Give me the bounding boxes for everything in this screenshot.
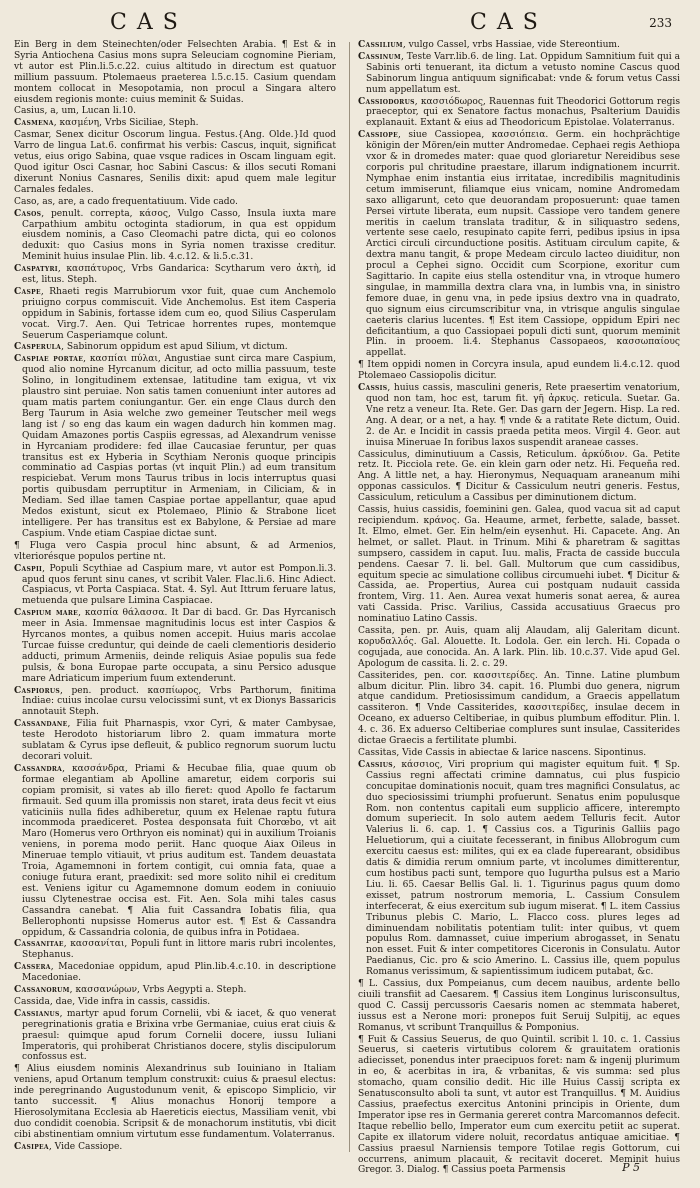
- dictionary-entry: [14, 130, 336, 195]
- entry-text: , κασπία θάλασσα. It Dar di bacd. Gr. Das Hyrcanisch meer in Asia. Immensae magnitudinis locus est inter Caspios & Hyrcanos montes, a quibus nomen accepit. Huius maris accolae Turcae fuisse creduntur, qui deinde de caeli clementioris desiderio adducti, primum Armeniis, deinde reliquis Asiae populis sua fede pulsis, & bona Europae parte occupata, a sinu Persico adusque mare Adriaticum imperium fuum extenderunt.: [22, 608, 336, 684]
- entry-lemma: Caspium mare: [14, 607, 79, 619]
- dictionary-entry: [14, 287, 336, 342]
- dictionary-entry: [14, 354, 336, 539]
- entry-text: , Vide Cassiope.: [48, 1141, 123, 1152]
- entry-text: , penult. correpta, κάσος, Vulgo Casso, Insula iuxta mare Carpathium ambitu octoginta stadiorum, in qua est oppidum eiusdem nominis, a Caso Cleomachi patre dicta, qui eo colonos deduxit: quo Casius mons in Syria nomen traxisse creditur. Meminit huius insulae Plin. lib. 4.c.12. & li.5.c.31.: [22, 208, 336, 263]
- entry-lemma: Cassiope: [358, 129, 398, 141]
- entry-lemma: Cassis: [358, 382, 388, 394]
- entry-lemma: Caspatyri: [14, 263, 58, 275]
- dictionary-entry: [14, 564, 336, 608]
- entry-lemma: Casipea: [14, 1140, 49, 1152]
- entry-text: Ein Berg in dem Steinechten/oder Felsechten Arabia. ¶ Est & in Syria Antiochena Casius mons supra Seleuciam cognomine Pieriam, vt autor est Plin.li.5.c.22. cuius altitudo in directum est quatuor millium passuum. Ptolemaeus praeterea l.5.c.15. Casium quendam montem collocat in Mesopotamia, non procul a Singara altero eiusdem regionis monte: cuius meminit & Suidas.: [14, 40, 336, 105]
- dictionary-entry: [358, 748, 680, 759]
- header-left-keyword: CAS: [110, 10, 188, 35]
- entry-lemma: Caspe: [14, 285, 41, 297]
- dictionary-entry: [358, 383, 680, 448]
- entry-text: , κασσανίται, Populi funt in littore maris rubri incolentes, Stephanus.: [22, 939, 336, 961]
- entry-text: , κάσσιος, Viri proprium qui magister equitum fuit. ¶ Sp. Cassius regni affectati crimine damnatus, cui plus fuspicio concupitae dominationis nocuit, quam tres magnifici Consulatus, ac duo speciosissimi triumphi profuerunt. Senatus enim populusque Rom. non contentus capitali eum supplicio afficere, interempto domum superiecit. In solo autem aedem Telluris fecit. Autor Valerius li. 6. cap. 1. ¶ Cassius cos. a Tigurinis Galliis pago Heluetiorum, qui a ciuitate fecesserant, in finibus Allobrogum cum exercitu caesus est: milites, qui ex ea clade fuperearant, obsidibus datis & dimidia rerum omnium parte, vt incolumes dimitterentur, cum hostibus pacti sunt, tempore quo Iugurtha pulsus est a Mario Liu. li. 65. Caesar Bellis Gal. li. 1. Tigurinus pagus quum domo exisset, patrum nostrorum memoria, L. Cassium Consulem interfecerat, & eius exercitum sub iugum miserat. ¶ L. item Cassius Tribunus plebis C. Mario, L. Flacco coss. plures leges ad diminuendam nobilitatis potentiam tulit: inter quibus, vt quem populus Rom. damnasset, cuiue imperium abrogasset, in Senatu non esset. Fuit & inter competitores Ciceronis in Consulatu. Autor Paedianus, Cic. pro & scio Amerino. L. Cassius ille, quem populus Romanus verissimum, & sapientissimum iudicem putabat, &c.: [366, 759, 680, 978]
- entry-lemma: Cassandane: [14, 718, 68, 730]
- entry-text: Cassiculus, diminutiuum a Cassis, Reticulum. ἀρκύδιον. Ga. Petite retz. It. Picciola rete. Ge. ein klein garn oder netz. Hi. Fequeña red. Ang. A little net, a hay. Hieronymus, Nequaquam araneanum mihi opponas cassiculos. ¶ Dicitur & Cassiculum neutri generis. Festus, Cassiculum, reticulum a Cassibus per diminutionem dictum.: [358, 449, 680, 504]
- dictionary-entry: [358, 52, 680, 96]
- dictionary-entry: [14, 1009, 336, 1064]
- entry-text: ¶ Item oppidi nomen in Corcyra insula, apud eundem li.4.c.12. quod Ptolemaeo Cassiopolis dicitur.: [358, 360, 680, 382]
- entry-text: ¶ Fluga vero Caspia procul hinc absunt, & ad Armenios, vlteriorésque populos pertine nt.: [14, 540, 336, 562]
- entry-lemma: Caspii: [14, 562, 43, 574]
- dictionary-entry: [14, 608, 336, 684]
- entry-text: , Rhaeti regis Marrubiorum vxor fuit, quae cum Anchemolo priuigno corpus commiscuit. Vide Anchemolus. Est item Casperia oppidum in Sabinis, fortasse idem cum eo, quod Silius Casperulam vocat. Virg.7. Aen. Qui Tetricae horrentes rupes, montemque Seuerum Casperiamque colunt.: [22, 286, 336, 341]
- entry-text: , Sabinorum oppidum est apud Silium, vt dictum.: [61, 342, 288, 353]
- entry-text: ¶ Fuit & Cassius Seuerus, de quo Quintil. scribit l. 10. c. 1. Cassius Seuerus, si caeteris virtutibus colorem & grauitatem orationis adiecisset, ponendus inter praecipuos foret: nam & ingenij plurimum in eo, & acerbitas in ira, & vrbanitas, & vis summa: sed plus stomacho, quam consilio dedit. Hic ille Huius Cassij scripta ex Senatusconsulto aboli ta sunt, vt autor est Tranquillus. ¶ M. Auidius Cassius, praefectus exercitus Antonini principis in Oriente, dum Imperator ipse res in Germania gereret contra Marcomannos defecit. Itaque rebellio bello, Imperator eum cum exercitu petiit ac superat. Capite ex illatorum videre noluit, recordatus antiquae amicitiae. ¶ Cassius praesul Narniensis tempore Totilae regis Gottorum, cui occurrens, animum placauit, & recitavit doceret. Meminit huius Gregor. 3. Dialog. ¶ Cassius poeta Parmensis: [358, 1034, 680, 1176]
- entry-text: , κασπίαι πύλαι, Angustiae sunt circa mare Caspium, quod alio nomine Hyrcanum dicitur, ad octo millia passuum, teste Solino, in longitudinem extensae, latitudine tam exigua, vt vix plaustro sint peruiae. Non satis tamen conueniunt inter autores ad quam matis partem coniungantur. Ger. ein enge Claus durch den Berg Taurum in Asia welche zwo gemeiner Teutscher meil wegs lang ist / so eng das kaum ein wagen dadurch hin kommen mag. Quidam Amazones portis Caspiis egressas, ad Alexandrum venisse in Hyrcaniam prodidere: fed illae Caucasiae feruntur, per quas transitus est ex Hyberia in Scythiam Neronis quoque principis comminatio ad Caspias portas (vt inquit Plin.) ad eum transitum respiciebat. Verum mons Taurus tribus in locis interruptus quasi portis quibusdam perruptitur in Armeniam, in Ciliciam, & in Mediam. Sed illae tamen Caspiae portae appellantur, quae apud Medos existunt, sicut ex Ptolemaeo, Plinio & Strabone licet intelligere. Per has transitus est ex Babylone, & Persiae ad mare Caspium. Vnde etiam Caspiae dictae sunt.: [22, 354, 336, 539]
- entry-lemma: Cassera: [14, 961, 51, 973]
- entry-text: , κασπάτυρος, Vrbs Gandarica: Scytharum vero ἀκτὴ, id est, litus. Steph.: [22, 264, 336, 286]
- dictionary-entry: [358, 505, 680, 625]
- entry-text: , vulgo Cassel, vrbs Hassiae, vide Stereontium.: [402, 40, 620, 50]
- signature-mark: P 5: [622, 1161, 640, 1174]
- dictionary-entry: [14, 985, 336, 996]
- dictionary-entry: [14, 962, 336, 984]
- running-header: [0, 10, 700, 40]
- dictionary-entry: [358, 979, 680, 1034]
- entry-text: , Filia fuit Pharnaspis, vxor Cyri, & mater Cambysae, teste Herodoto historiarum libro 2. quam immatura morte sublatam & Cyrus ipse defleuit, & publico regnorum suorum luctu decorari voluit.: [22, 719, 336, 762]
- entry-text: Cassitas, Vide Cassis in abiectae & larice nascens. Sipontinus.: [358, 748, 647, 758]
- entry-text: , siue Cassiopea, κασσιόπεια. Germ. ein hochprächtige königin der Mören/ein mutter Andromedae. Cephaei regis Aethiopa vxor & in dromedes mater: quae quod gloriaretur Nereidibus sese corporis pul chritudine praestare, illarum indignationem incurrit. Nymphae enim instantia eius irritatae, incredibilis magnitudinis cetum immiserunt, filiamque eius vnicam, nomine Andromedam saxo alligarunt, ceto que deuorandam proposuerunt: quae tamen Persei virtute liberata, eum nupsit. Cassiope vero tandem genere meritis in caelum translata traditur, & in siliquastro sedens, vertente sese caelo, resupinato capite ferri, pedibus ipsius in ipsa Arctici circuli circunductione positis. Astituam circulum capite, & dextra manu tangit, & prope Medeam circulo lacteo diuiditur, non procul a Cephei signo. Occidit cum Scorpione, exoritur cum Sagittario. In capite eius stella ostenditur vna, in vtroque humero singulae, in mammilla dextra clara vna, in lumbis vna, in sinistro femore duae, in genu vna, in pede ipsius dextro vna in quadrato, quo signum eius circumscribitur vna, in vtrisque angulis singulae caeteris clarius lucentes. ¶ Est item Cassiope, oppidum Epiri nec deficitantium, a quo Cassiopaei populi dicti sunt, quorum meminit Plin. in prooem. li.4. Stephanus Cassopaeos, κασσωπαίους appellat.: [366, 130, 680, 359]
- entry-lemma: Cassiodorus: [358, 95, 415, 107]
- entry-lemma: Cassius: [358, 758, 393, 770]
- entry-text: Casius, a, um, Lucan li.10.: [14, 106, 137, 117]
- dictionary-entry: [14, 541, 336, 563]
- entry-lemma: Cassandra: [14, 762, 63, 774]
- entry-lemma: Cassianus: [14, 1007, 60, 1019]
- entry-lemma: Casmena: [14, 117, 54, 129]
- page-number: 233: [649, 16, 672, 30]
- dictionary-entry: [358, 450, 680, 505]
- entry-lemma: Caspiorus: [14, 684, 61, 696]
- entry-lemma: Cassinum: [358, 50, 401, 62]
- dictionary-entry: [14, 1142, 336, 1153]
- dictionary-entry: [14, 719, 336, 763]
- entry-text: , κασσανώρων, Vrbs Aegypti a. Steph.: [69, 985, 247, 996]
- entry-text: Cassida, dae, Vide infra in cassis, cassidis.: [14, 996, 211, 1007]
- entry-text: Cassiterides, pen. cor. κασσιτερίδες. An. Tinne. Latine plumbum album dicitur. Plin. libro 34. capit. 16. Plumbi duo genera, nigrum atque candidum. Pretiosissimum candidum, a Graecis appellatum cassiteron. ¶ Vnde Cassiterides, κασσιτερίδες, insulae decem in Oceano, ex aduerso Celtiberiae, in quibus plumbum effoditur. Plin. l. 4. c. 36. Ex aduerso Celtiberiae complures sunt insulae, Cassiterides dictae Graecis a fertilitate plumbi.: [358, 670, 680, 747]
- dictionary-entry: [358, 360, 680, 382]
- dictionary-entry: [14, 764, 336, 939]
- dictionary-entry: [358, 671, 680, 747]
- entry-lemma: Casos: [14, 207, 42, 219]
- entry-lemma: Caspiae portae: [14, 353, 84, 365]
- dictionary-entry: [14, 1064, 336, 1140]
- entry-lemma: Cassilium: [358, 39, 403, 50]
- dictionary-entry: [358, 130, 680, 359]
- dictionary-entry: [14, 686, 336, 719]
- entry-text: , martyr apud forum Cornelii, vbi & iacet, & quo venerat peregrinationis gratia e Brixina vrbe Germaniae, cuius erat ciuis & praesul: quimque apud forum Cornelii docere, iussu Iuliani Imperatoris, qui prohiberat Christianos docere, stylis discipulorum confossus est.: [22, 1008, 336, 1063]
- dictionary-entry: [358, 97, 680, 130]
- left-column: [14, 40, 336, 1158]
- dictionary-entry: [358, 40, 680, 51]
- entry-text: , Macedoniae oppidum, apud Plin.lib.4.c.10. in descriptione Macedoniae.: [22, 962, 336, 984]
- dictionary-entry: [358, 626, 680, 670]
- entry-text: ¶ L. Cassius, dux Pompeianus, cum decem nauibus, ardente bello ciuili transfiit ad Caesarem. ¶ Cassius item Longinus lurisconsultus, quod C. Cassij percussoris Caesaris nomen ac stemmata haberet, iussus est a Nerone mori: pronepos fuit Seruij Sulpitij, ac eques Romanus, vt scribunt Tranquillus & Pomponius.: [358, 979, 680, 1033]
- entry-text: , huius cassis, masculini generis, Rete praesertim venatorium, quod non tam, hoc est, tarum fit. γῆ ἀρκυς. reticula. Suetar. Ga. Vne retz a veneur. Ita. Rete. Ger. Das garn der Jegern. Hisp. La red. Ang. A dear, or a net, a hay. ¶ vnde & a ratitate Rete dictum, Ouid. 2. de Ar. e Incidit in cassis praeda petita meos. Virgil 4. Geor. aut inuisa Mineruae In foribus laxos suspendit araneae casses.: [366, 383, 680, 448]
- entry-lemma: Cassanorum: [14, 984, 70, 996]
- dictionary-entry: [14, 264, 336, 286]
- dictionary-entry: [358, 760, 680, 978]
- dictionary-entry: [358, 1035, 680, 1177]
- dictionary-entry: [14, 40, 336, 105]
- dictionary-entry: [14, 997, 336, 1008]
- column-divider: [349, 42, 350, 1152]
- header-right-keyword: CAS: [470, 10, 548, 35]
- entry-text: , Teste Varr.lib.6. de ling. Lat. Oppidum Samnitium fuit qui a Sabinis orti tenuerant, ita dictum a vetusto nomine Cascus quod Sabinorum lingua antiquum significabat: vnde & forum vetus Cassi num appellatum est.: [366, 51, 680, 95]
- dictionary-entry: [14, 118, 336, 129]
- entry-text: Casmar, Senex dicitur Oscorum lingua. Festus.{Ang. Olde.}Id quod Varro de lingua Lat.6. confirmat his verbis: Cascus, inquit, significat vetus, eius origo Sabina, quae vsque radices in Oscam linguam egit. Quod igitur Osci Casnar, hoc Sabini Cascus: & illos secuti Romani dixerunt Nonius Casnares, Senilis dixit: apud quem male legitur Carnales fedales.: [14, 130, 336, 195]
- dictionary-entry: [14, 342, 336, 353]
- entry-text: Cassita, pen. pr. Auis, quam alij Alaudam, alij Galeritam dicunt. κορυδαλλός. Gal. Alouette. It. Lodola. Ger. ein lerch. Hi. Copada o cogujada, aue conocida. An. A lark. Plin. lib. 10.c.37. Vide apud Gel. Apologum de cassita. li. 2. c. 29.: [358, 626, 680, 669]
- entry-lemma: Casperula: [14, 341, 62, 353]
- dictionary-entry: [14, 209, 336, 264]
- entry-text: Cassis, huius cassidis, foeminini gen. Galea, quod vacua sit ad caput recipiendum. κράνος. Ga. Heaume, armet, ferbette, salade, basset. It. Elmo, elmet. Ger. Ein helm/ein eysenhut. Hi. Capacete. Ang. An helmet, or sallet. Plaut. in Trinum. Mihi & pharetram & sagittas sumpsero, cassidem in caput. Iuu. malis, Fracta de casside buccula pendens. Caesar 7. li. bel. Gall. Multorum que cum cassidibus, equitum specie ac simulatione collibus circumuehi iubet. ¶ Dicitur & Cassida, ae. Propertius, Aurea cui postquam nudauit cassida frontem, Virg. 11. Aen. Aurea vexat humeris sonat aerea, & aurea vati Cassida. Prisc. Varilius, Cassida accusatiuus Graecus pro nominatiuo Latino Cassis.: [358, 505, 680, 625]
- dictionary-entry: [14, 197, 336, 208]
- entry-text: Caso, as, are, a cado frequentatiuum. Vide cado.: [14, 196, 238, 207]
- entry-text: , κασσιόδωρος, Rauennas fuit Theodorici Gottorum regis praeceptor, qui ex Senatore factus monachus, Psalterium Dauidis explanauit. Extant & eius ad Theodoricum Epistolae. Volaterranus.: [366, 96, 680, 129]
- entry-text: , κασσάνδρα, Priami & Hecubae filia, quae quum ob formae elegantiam ab Apolline amaretur, eidem corporis sui copiam promisit, si vates ab illo fieret: quod Apollo fe factarum firmauit. Sed quum illa promissis non staret, irata deus fecit vt eius vaticiniis nulla fides adhiberetur, quum ex Helenae raptu futura incommoda praediceret. Postea desponsata fuit Chorœbo, vt ait Maro (Homerus vero Orthryon eis nominat) qui in auxilium Troianis veniens, in porema modo periit. Hanc quoque Aiax Oileus in Mineruae templo vitiauit, vt prius auditum est. Tandem deuastata Troia, Agamemnoni in fortem contigit, cui omnia fata, quae a coniuge futura erant, praedixit: sed more solito nihil ei creditum est. Veniens igitur cu Agamemnone domum eodem in coniuuio iussu Clytenestrae occisa est. Fit. Aen. Sola mihi tales casus Cassandra canebat. ¶ Alia fuit Cassandra Iobatis filia, qua Bellerophonti nupsisse Homerus autor est. ¶ Est & Cassandra oppidum, & Cassandria colonia, de quibus infra in Potidaea.: [22, 763, 336, 938]
- entry-text: , Populi Scythiae ad Caspium mare, vt autor est Pompon.li.3. apud quos ferunt sinu canes, vt scribit Valer. Flac.li.6. Hinc Adiect. Caspiacus, vt Porta Caspiaca. Stat. 4. Syl. Aut Ittrum feruare latus, metuenda que pulsare Limina Caspiacae.: [22, 563, 336, 607]
- entry-text: ¶ Alius eiusdem nominis Alexandrinus sub Iouiniano in Italiam veniens, apud Ortanum templum construxit: cuius & praesul electus: inde peregrinando Augustodunum venit, & episcopo Simplicio, vir tanto successit. ¶ Alius monachus Honorij tempore a Hierosolymitana Ecclesia ab Haereticis eiectus, Massiliam venit, vbi duo condidit coenobia. Scripsit & de monachorum institutis, vbi dicit cibi abstinentiam omnium virtutum esse fundamentum. Volaterranus.: [14, 1064, 336, 1140]
- dictionary-entry: [14, 106, 336, 117]
- entry-lemma: Cassanitae: [14, 938, 64, 950]
- dictionary-entry: [14, 939, 336, 961]
- entry-text: , pen. product. κασπίωρος, Vrbs Parthorum, finitima Indiae: cuius incolae cursu velocissimi sunt, vt ex Dionys Bassaricis annotauit Steph.: [22, 685, 336, 718]
- entry-text: , κασμένη, Vrbs Siciliae, Steph.: [53, 118, 199, 129]
